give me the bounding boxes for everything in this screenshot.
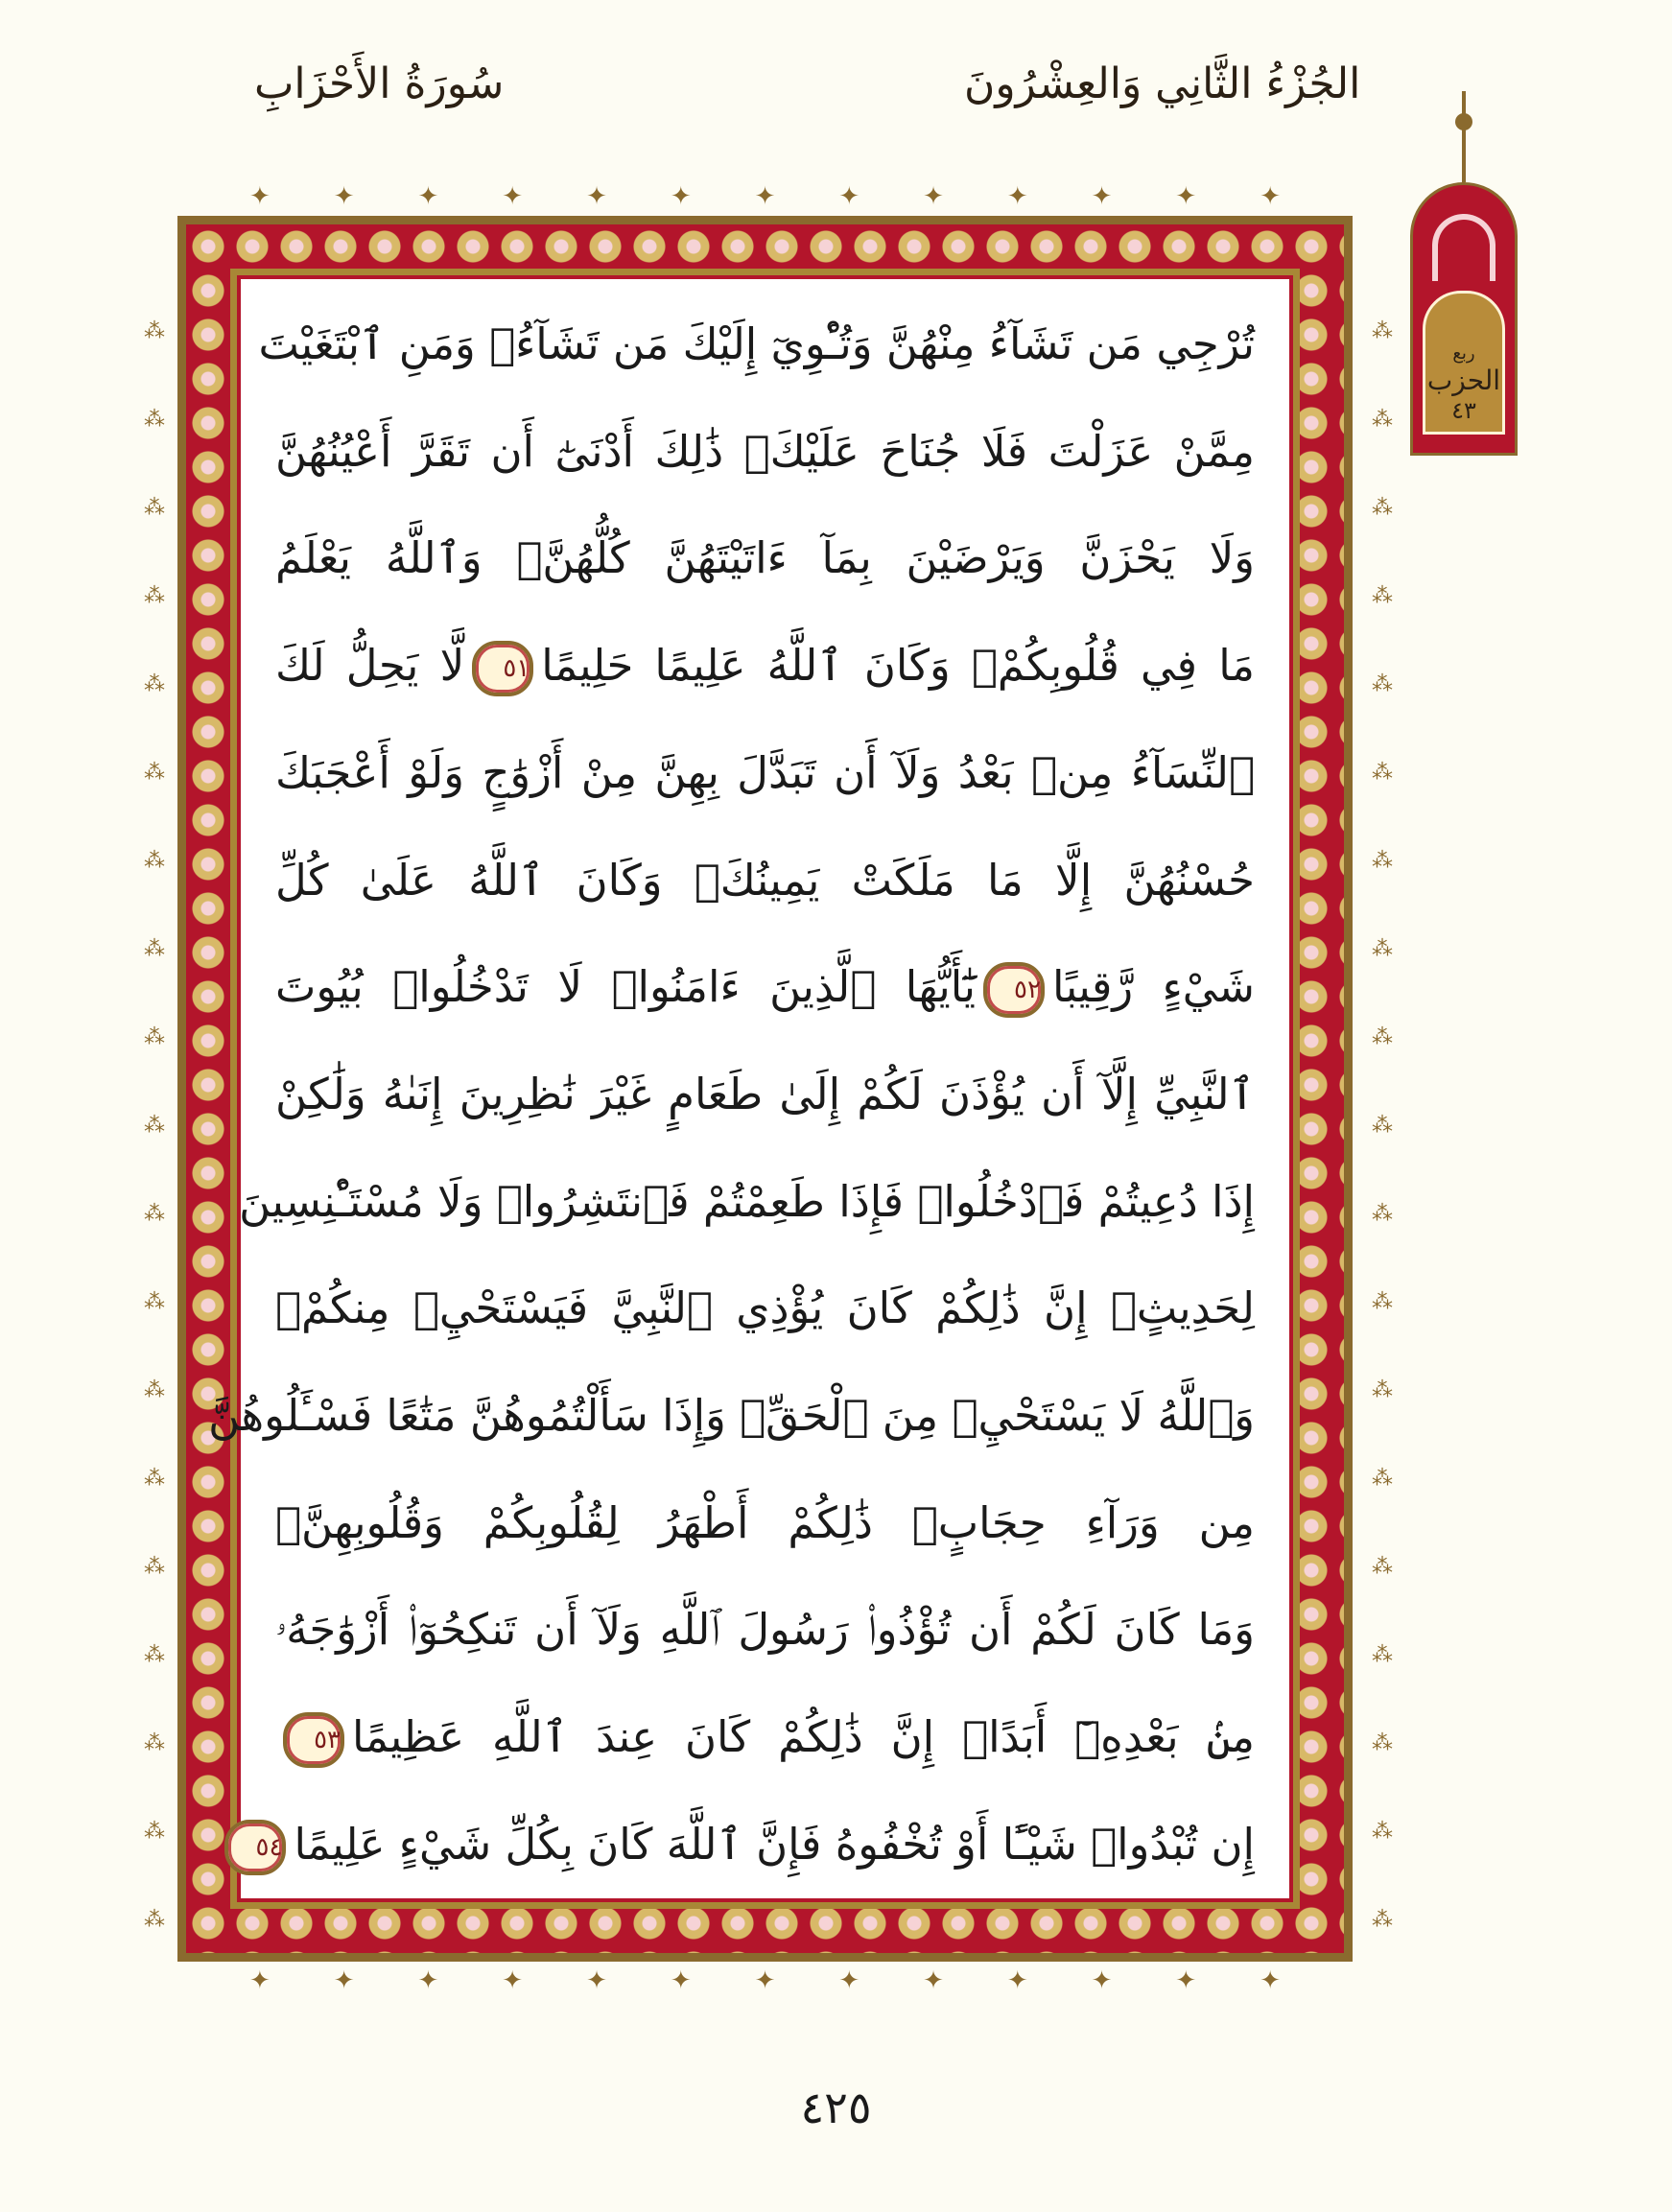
hizb-marker-stem (1462, 91, 1466, 182)
hizb-word-label: الحزب (1426, 365, 1501, 396)
hizb-marker (1410, 182, 1518, 456)
verse-line (258, 300, 1255, 388)
verse-line (275, 1479, 1255, 1567)
verse-line (275, 943, 1255, 1031)
frame-inner-line (208, 275, 1293, 1902)
verse-line (275, 514, 1255, 602)
hizb-arch-ornament (1432, 214, 1495, 281)
hizb-marker-knob (1455, 113, 1472, 130)
verse-line (275, 1050, 1255, 1139)
verse-text: مِمَّنْ عَزَلْتَ فَلَا جُنَاحَ عَلَيْكَۚ ذَٰلِكَ أَدْنَىٰٓ أَن تَقَرَّ أَعْيُنُهُنَّ (275, 425, 1255, 477)
verse-line (275, 1264, 1255, 1353)
verse-text: مِنۢ بَعْدِهِۦٓ أَبَدًاۚ إِنَّ ذَٰلِكُمْ كَانَ عِندَ ٱللَّهِ عَظِيمًا (352, 1711, 1255, 1763)
ayah-number-marker: ٥٢ (983, 962, 1045, 1018)
verse-line (255, 1800, 1255, 1889)
surah-title: سُورَةُ الأَحْزَابِ (254, 59, 505, 108)
verse-line (208, 1372, 1255, 1460)
verse-text-area (208, 279, 1289, 1898)
verse-text: شَيْءٍ رَّقِيبًا (1051, 961, 1255, 1013)
top-finials: ✦ ✦ ✦ ✦ ✦ ✦ ✦ ✦ ✦ ✦ ✦ ✦ ✦ (249, 182, 1281, 211)
verse-text: إِن تُبْدُوا۟ شَيْـًٔا أَوْ تُخْفُوهُ فَإِنَّ ٱللَّهَ كَانَ بِكُلِّ شَيْءٍ عَلِيمًا (294, 1818, 1255, 1870)
hizb-label-panel (1423, 291, 1505, 435)
verse-line (275, 729, 1255, 817)
ornamental-frame (177, 216, 1353, 1962)
verse-line (275, 622, 1255, 710)
verse-line (275, 1693, 1255, 1781)
hizb-number-label: ٤٣ (1451, 397, 1476, 424)
bottom-finials: ✦ ✦ ✦ ✦ ✦ ✦ ✦ ✦ ✦ ✦ ✦ ✦ ✦ (249, 1966, 1281, 1995)
hizb-quarter-label: ربع (1452, 343, 1475, 364)
verse-text: إِذَا دُعِيتُمْ فَٱدْخُلُوا۟ فَإِذَا طَعِمْتُمْ فَٱنتَشِرُوا۟ وَلَا مُسْتَـْٔنِسِينَ (239, 1175, 1255, 1227)
verse-text: ٱلنَّبِيِّ إِلَّآ أَن يُؤْذَنَ لَكُمْ إِلَىٰ طَعَامٍ غَيْرَ نَٰظِرِينَ إِنَىٰهُ وَلَٰكِنْ (275, 1068, 1255, 1119)
verse-text: مَا فِي قُلُوبِكُمْۚ وَكَانَ ٱللَّهُ عَلِيمًا حَلِيمًا (541, 640, 1256, 692)
verse-text: ٱلنِّسَآءُ مِنۢ بَعْدُ وَلَآ أَن تَبَدَّلَ بِهِنَّ مِنْ أَزْوَٰجٍ وَلَوْ أَعْجَبَكَ (275, 746, 1255, 798)
verse-line (239, 1158, 1255, 1246)
verse-text: وَمَا كَانَ لَكُمْ أَن تُؤْذُوا۟ رَسُولَ ٱللَّهِ وَلَآ أَن تَنكِحُوٓا۟ أَزْوَٰجَهُۥ (275, 1604, 1255, 1656)
left-side-ornaments: ⁂ ⁂ ⁂ ⁂ ⁂ ⁂ ⁂ ⁂ ⁂ ⁂ ⁂ ⁂ ⁂ ⁂ ⁂ ⁂ ⁂ ⁂ ⁂ (144, 319, 165, 1932)
verse-text: لِحَدِيثٍۚ إِنَّ ذَٰلِكُمْ كَانَ يُؤْذِي ٱلنَّبِيَّ فَيَسْتَحْيِۦ مِنكُمْۖ (275, 1282, 1255, 1334)
page-number: ٤٢٥ (800, 2082, 872, 2133)
verse-text: مِن وَرَآءِ حِجَابٍۚ ذَٰلِكُمْ أَطْهَرُ لِقُلُوبِكُمْ وَقُلُوبِهِنَّۚ (275, 1496, 1255, 1548)
verse-line (275, 408, 1255, 496)
verse-text: حُسْنُهُنَّ إِلَّا مَا مَلَكَتْ يَمِينُكَۗ وَكَانَ ٱللَّهُ عَلَىٰ كُلِّ (275, 854, 1255, 906)
ayah-number-marker: ٥١ (472, 641, 533, 696)
frame-red-band (186, 224, 1344, 1953)
verse-text: يَٰٓأَيُّهَا ٱلَّذِينَ ءَامَنُوا۟ لَا تَدْخُلُوا۟ بُيُوتَ (275, 961, 976, 1013)
verse-text: وَلَا يَحْزَنَّ وَيَرْضَيْنَ بِمَآ ءَاتَيْتَهُنَّ كُلُّهُنَّۚ وَٱللَّهُ يَعْلَمُ (275, 532, 1255, 584)
verse-line (275, 1586, 1255, 1674)
verse-line (275, 836, 1255, 925)
verse-text: وَٱللَّهُ لَا يَسْتَحْيِۦ مِنَ ٱلْحَقِّۚ وَإِذَا سَأَلْتُمُوهُنَّ مَتَٰعًا فَسْـَٔلُوهُنَّ (208, 1390, 1255, 1442)
ayah-number-marker: ٥٣ (283, 1712, 344, 1768)
juz-title: الجُزْءُ الثَّانِي وَالعِشْرُونَ (964, 59, 1361, 108)
frame-gold-band (208, 269, 1300, 1909)
verse-text: لَّا يَحِلُّ لَكَ (275, 640, 465, 692)
verse-text: تُرْجِي مَن تَشَآءُ مِنْهُنَّ وَتُـْٔوِيٓ إِلَيْكَ مَن تَشَآءُۖ وَمَنِ ٱبْتَغَيْتَ (258, 318, 1255, 369)
right-side-ornaments: ⁂ ⁂ ⁂ ⁂ ⁂ ⁂ ⁂ ⁂ ⁂ ⁂ ⁂ ⁂ ⁂ ⁂ ⁂ ⁂ ⁂ ⁂ ⁂ (1372, 319, 1393, 1932)
ayah-number-marker: ٥٤ (224, 1820, 286, 1875)
